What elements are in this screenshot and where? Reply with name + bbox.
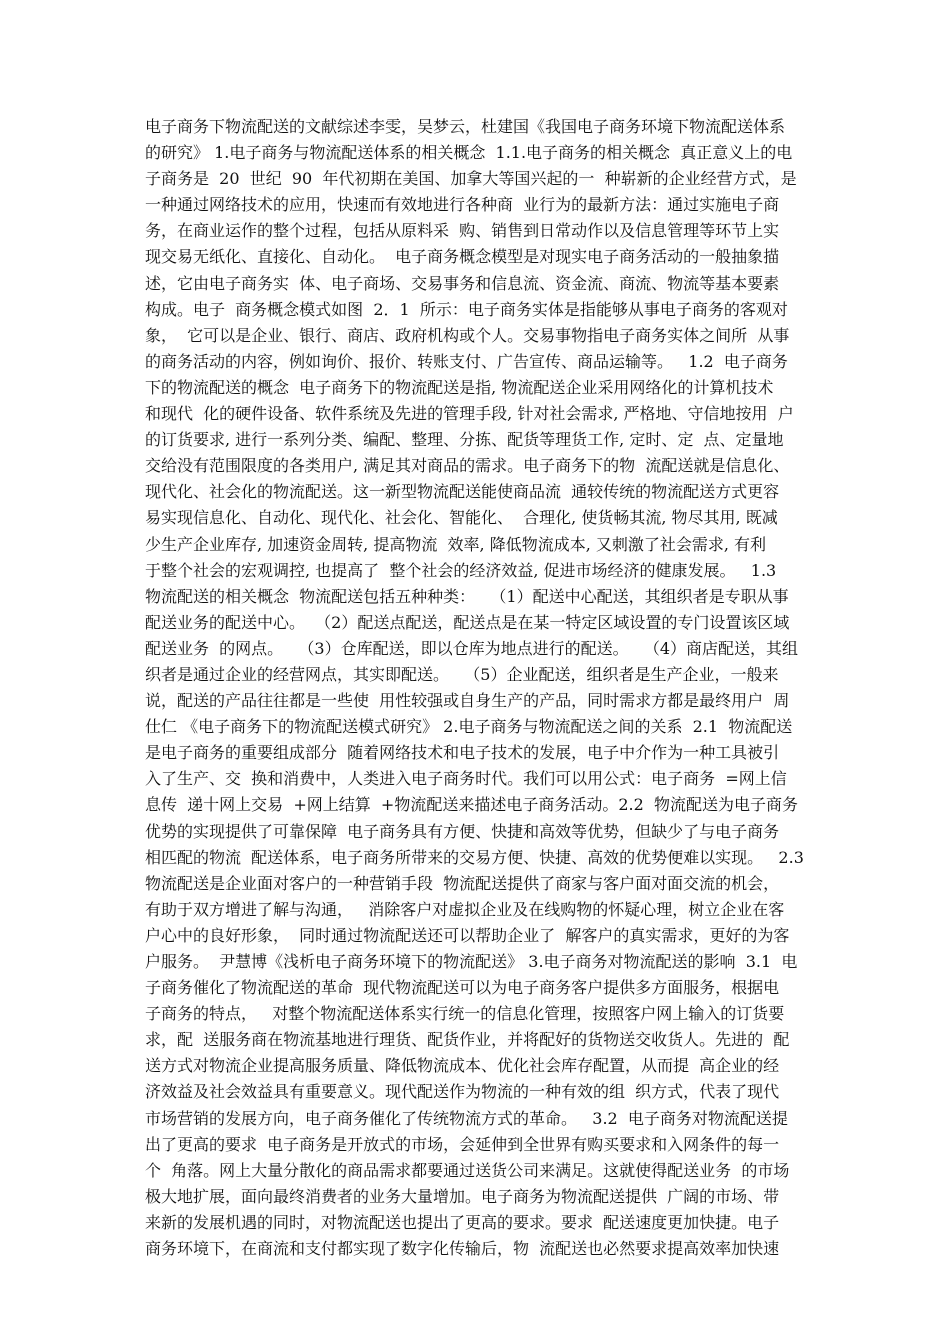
text-line: 物流配送是企业面对客户的一种营销手段 物流配送提供了商家与客户面对面交流的机会， xyxy=(145,873,780,893)
text-line: 入了生产、交 换和消费中，人类进入电子商务时代。我们可以用公式：电子商务 =网上信 xyxy=(145,769,787,789)
text-line: 交给没有范围限度的各类用户, 满足其对商品的需求。电子商务下的物 流配送就是信息化、 xyxy=(145,456,790,476)
text-line: 子商务的特点， 对整个物流配送体系实行统一的信息化管理，按照客户网上输入的订货要 xyxy=(145,1004,785,1024)
text-line: 仕仁 《电子商务下的物流配送模式研究》 2.电子商务与物流配送之间的关系 2.1 物流配送 xyxy=(145,717,793,737)
text-line: 和现代 化的硬件设备、软件系统及先进的管理手段, 针对社会需求, 严格地、守信地按用 户 xyxy=(145,404,794,424)
text-line: 送方式对物流企业提高服务质量、降低物流成本、优化社会库存配置，从而提 高企业的经 xyxy=(145,1056,780,1076)
text-line: 个 角落。网上大量分散化的商品需求都要通过送货公司来满足。这就使得配送业务 的市场 xyxy=(145,1160,790,1180)
text-line: 配送业务 的网点。 （3）仓库配送，即以仓库为地点进行的配送。 （4）商店配送，其组 xyxy=(145,638,799,658)
text-line: 子商务催化了物流配送的革命 现代物流配送可以为电子商务客户提供多方面服务，根据电 xyxy=(145,978,780,998)
text-line: 物流配送的相关概念 物流配送包括五种种类： （1）配送中心配送，其组织者是专职从事 xyxy=(145,586,789,606)
text-line: 现交易无纸化、直接化、自动化。 电子商务概念模型是对现实电子商务活动的一般抽象描 xyxy=(145,247,780,267)
body-text xyxy=(145,114,813,1262)
text-line: 象， 它可以是企业、银行、商店、政府机构或个人。交易事物指电子商务实体之间所 从事 xyxy=(145,325,790,345)
text-line: 息传 递十网上交易 +网上结算 +物流配送来描述电子商务活动。2.2 物流配送为电子商务 xyxy=(145,795,798,815)
text-line: 织者是通过企业的经营网点，其实即配送。 （5）企业配送，组织者是生产企业，一般来 xyxy=(145,664,779,684)
text-line: 出了更高的要求 电子商务是开放式的市场，会延伸到全世界有购买要求和入网条件的每一 xyxy=(145,1134,780,1154)
text-line: 市场营销的发展方向，电子商务催化了传统物流方式的革命。 3.2 电子商务对物流配送提 xyxy=(145,1108,788,1128)
text-line: 一种通过网络技术的应用，快速而有效地进行各种商 业行为的最新方法：通过实施电子商 xyxy=(145,195,780,215)
text-line: 求，配 送服务商在物流基地进行理货、配货作业，并将配好的货物送交收货人。先进的 配 xyxy=(145,1030,790,1050)
text-line: 下的物流配送的概念 电子商务下的物流配送是指, 物流配送企业采用网络化的计算机技术 xyxy=(145,377,774,397)
text-line: 商务环境下，在商流和支付都实现了数字化传输后，物 流配送也必然要求提高效率加快速 xyxy=(145,1239,780,1259)
text-line: 极大地扩展，面向最终消费者的业务大量增加。电子商务为物流配送提供 广阔的市场、带 xyxy=(145,1186,780,1206)
text-line: 户心中的良好形象， 同时通过物流配送还可以帮助企业了 解客户的真实需求，更好的为客 xyxy=(145,925,790,945)
text-line: 的商务活动的内容，例如询价、报价、转账支付、广告宣传、商品运输等。 1.2 电子商务 xyxy=(145,351,788,371)
text-line: 的订货要求, 进行一系列分类、编配、整理、分拣、配货等理货工作, 定时、定 点、定量地 xyxy=(145,430,784,450)
text-line: 务，在商业运作的整个过程，包括从原料采 购、销售到日常动作以及信息管理等环节上实 xyxy=(145,221,780,241)
text-line: 电子商务下物流配送的文献综述李雯，吴梦云，杜建国《我国电子商务环境下物流配送体系 xyxy=(145,117,786,136)
text-line: 现代化、社会化的物流配送。这一新型物流配送能使商品流 通较传统的物流配送方式更容 xyxy=(145,482,780,502)
text-line: 济效益及社会效益具有重要意义。现代配送作为物流的一种有效的组 织方式，代表了现代 xyxy=(145,1082,780,1102)
text-line: 于整个社会的宏观调控, 也提高了 整个社会的经济效益, 促进市场经济的健康发展。 1.3 xyxy=(145,560,777,580)
text-line: 优势的实现提供了可靠保障 电子商务具有方便、快捷和高效等优势，但缺少了与电子商务 xyxy=(145,821,780,841)
text-line: 的研究》 1.电子商务与物流配送体系的相关概念 1.1.电子商务的相关概念 真正意义上的电 xyxy=(145,143,793,163)
text-line: 是电子商务的重要组成部分 随着网络技术和电子技术的发展，电子中介作为一种工具被引 xyxy=(145,743,780,763)
text-line: 说，配送的产品往往都是一些使 用性较强或自身生产的产品，同时需求方都是最终用户 周 xyxy=(145,691,790,711)
text-line: 户服务。 尹慧博《浅析电子商务环境下的物流配送》 3.电子商务对物流配送的影响 3.1 电 xyxy=(145,952,798,971)
text-line: 子商务是 20 世纪 90 年代初期在美国、加拿大等国兴起的一 种崭新的企业经营方式，是 xyxy=(145,169,797,189)
text-line: 相匹配的物流 配送体系，电子商务所带来的交易方便、快捷、高效的优势便难以实现。 2.3 xyxy=(145,847,804,867)
text-line: 少生产企业库存, 加速资金周转, 提高物流 效率, 降低物流成本, 又刺激了社会需求, 有利 xyxy=(145,534,767,554)
text-line: 来新的发展机遇的同时，对物流配送也提出了更高的要求。要求 配送速度更加快捷。电子 xyxy=(145,1212,780,1232)
text-line: 易实现信息化、自动化、现代化、社会化、智能化、 合理化, 使货畅其流, 物尽其用, 既减 xyxy=(145,508,778,528)
text-line: 构成。电子 商务概念模式如图 2．1 所示：电子商务实体是指能够从事电子商务的客观对 xyxy=(145,299,788,319)
text-line: 配送业务的配送中心。 （2）配送点配送，配送点是在某一特定区域设置的专门设置该区域 xyxy=(145,612,790,632)
text-line: 述，它由电子商务实 体、电子商场、交易事务和信息流、资金流、商流、物流等基本要素 xyxy=(145,273,780,293)
text-line: 有助于双方增进了解与沟通， 消除客户对虚拟企业及在线购物的怀疑心理，树立企业在客 xyxy=(145,899,785,919)
